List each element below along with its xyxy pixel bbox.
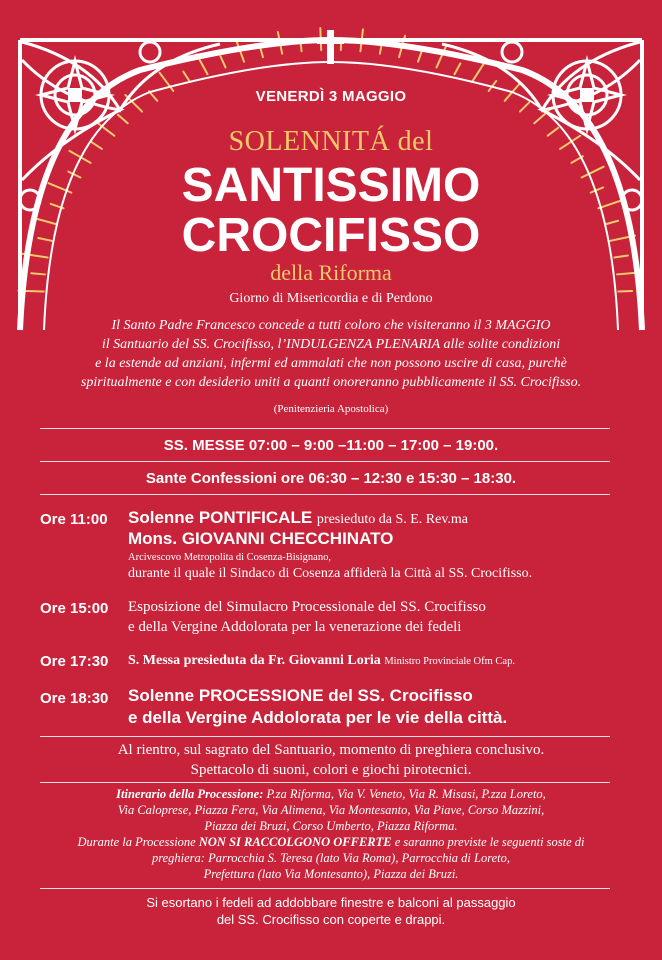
rientro-line: Al rientro, sul sagrato del Santuario, momento di preghiera conclusivo. bbox=[117, 742, 545, 758]
event-description: Esposizione del Simulacro Processionale del SS. Crocifisso bbox=[128, 599, 486, 615]
ray-line bbox=[472, 63, 484, 82]
ray-line bbox=[118, 115, 128, 123]
divider bbox=[40, 782, 610, 783]
event-time: Ore 17:30 bbox=[40, 653, 109, 670]
no-offerings-notice: NON SI RACCOLGONO OFFERTE bbox=[198, 835, 392, 849]
event-title bbox=[128, 508, 468, 528]
itinerario-line bbox=[0, 834, 662, 850]
event-time: Ore 11:00 bbox=[40, 511, 108, 528]
subtitle: della Riforma bbox=[270, 260, 392, 285]
giorno-misericordia: Giorno di Misericordia e di Perdono bbox=[229, 291, 433, 306]
solennita-heading: SOLENNITÁ del bbox=[228, 126, 434, 157]
itinerario-text-part: e saranno previste le seguenti soste di bbox=[391, 835, 585, 849]
rientro-line: Spettacolo di suoni, colori e giochi pirotecnici. bbox=[190, 762, 472, 778]
itinerario-text bbox=[0, 786, 662, 882]
messe-schedule: SS. MESSE 07:00 – 9:00 –11:00 – 17:00 – 19:00. bbox=[163, 437, 499, 454]
procession-title: Solenne PROCESSIONE del SS. Crocifisso bbox=[128, 686, 473, 705]
event-time: Ore 15:00 bbox=[40, 600, 109, 617]
itinerario-label: Itinerario della Processione: bbox=[116, 787, 264, 801]
rientro-text bbox=[0, 740, 662, 780]
ray-line bbox=[454, 63, 460, 74]
itinerario-line bbox=[0, 786, 662, 802]
event-title-note: Ministro Provinciale Ofm Cap. bbox=[384, 656, 515, 667]
divider bbox=[40, 494, 610, 495]
celebrant-name: Mons. GIOVANNI CHECCHINATO bbox=[128, 529, 394, 548]
event-description: durante il quale il Sindaco di Cosenza affiderà la Città al SS. Crocifisso. bbox=[128, 566, 533, 581]
indulgence-line: spiritualmente e con desiderio uniti a quanti onoreranno pubblicamente il SS. Crocifisso. bbox=[80, 375, 582, 390]
event-title-main: Solenne PONTIFICALE bbox=[128, 508, 317, 527]
procession-subtitle: e della Vergine Addolorata per le vie della città. bbox=[128, 708, 508, 727]
celebrant-role: Arcivescovo Metropolita di Cosenza-Bisignano, bbox=[128, 552, 331, 563]
divider bbox=[40, 461, 610, 462]
confessioni-schedule: Sante Confessioni ore 06:30 – 12:30 e 15:30 – 18:30. bbox=[145, 470, 517, 487]
footer-line: Si esortano i fedeli ad addobbare finestre e balconi al passaggio bbox=[146, 895, 516, 910]
indulgence-text bbox=[0, 316, 662, 392]
event-date: VENERDÌ 3 MAGGIO bbox=[255, 88, 407, 105]
itinerario-line: Piazza dei Bruzi, Corso Umberto, Piazza Riforma. bbox=[204, 819, 458, 833]
event-title bbox=[128, 653, 515, 669]
itinerario-text-part: Durante la Processione bbox=[77, 835, 199, 849]
indulgence-line: il Santuario del SS. Crocifisso, l’INDULGENZA PLENARIA alle solite condizioni bbox=[101, 337, 561, 352]
divider bbox=[40, 428, 610, 429]
itinerario-line: Prefettura (lato Via Montesanto), Piazza dei Bruzi. bbox=[203, 867, 459, 881]
title-line1: SANTISSIMO bbox=[181, 159, 481, 212]
indulgence-line: e la estende ad anziani, infermi ed ammalati che non possono uscire di casa, purchè bbox=[95, 356, 567, 371]
itinerario-line: Via Caloprese, Piazza Fera, Via Alimena, Via Montesanto, Via Piave, Corso Mazzini, bbox=[117, 803, 545, 817]
title-line2: CROCIFISSO bbox=[181, 209, 481, 262]
indulgence-source: (Penitenzieria Apostolica) bbox=[273, 403, 389, 415]
event-description: e della Vergine Addolorata per la venerazione dei fedeli bbox=[128, 619, 462, 635]
itinerario-line: preghiera: Parrocchia S. Teresa (lato Via Roma), Parrocchia di Loreto, bbox=[151, 851, 511, 865]
ray-line bbox=[220, 56, 225, 67]
footer-text bbox=[0, 894, 662, 928]
indulgence-line: Il Santo Padre Francesco concede a tutti coloro che visiteranno il 3 MAGGIO bbox=[111, 318, 551, 333]
divider bbox=[40, 888, 610, 889]
ray-line bbox=[183, 72, 190, 82]
divider bbox=[40, 736, 610, 737]
event-title-note: presieduto da S. E. Rev.ma bbox=[316, 512, 469, 527]
footer-line: del SS. Crocifisso con coperte e drappi. bbox=[216, 912, 446, 927]
ray-line bbox=[418, 50, 422, 61]
itinerario-route: P.za Riforma, Via V. Veneto, Via R. Misasi, P.zza Loreto, bbox=[263, 787, 546, 801]
event-title-main: S. Messa presieduta da Fr. Giovanni Loria bbox=[128, 653, 385, 668]
event-time: Ore 18:30 bbox=[40, 690, 109, 707]
